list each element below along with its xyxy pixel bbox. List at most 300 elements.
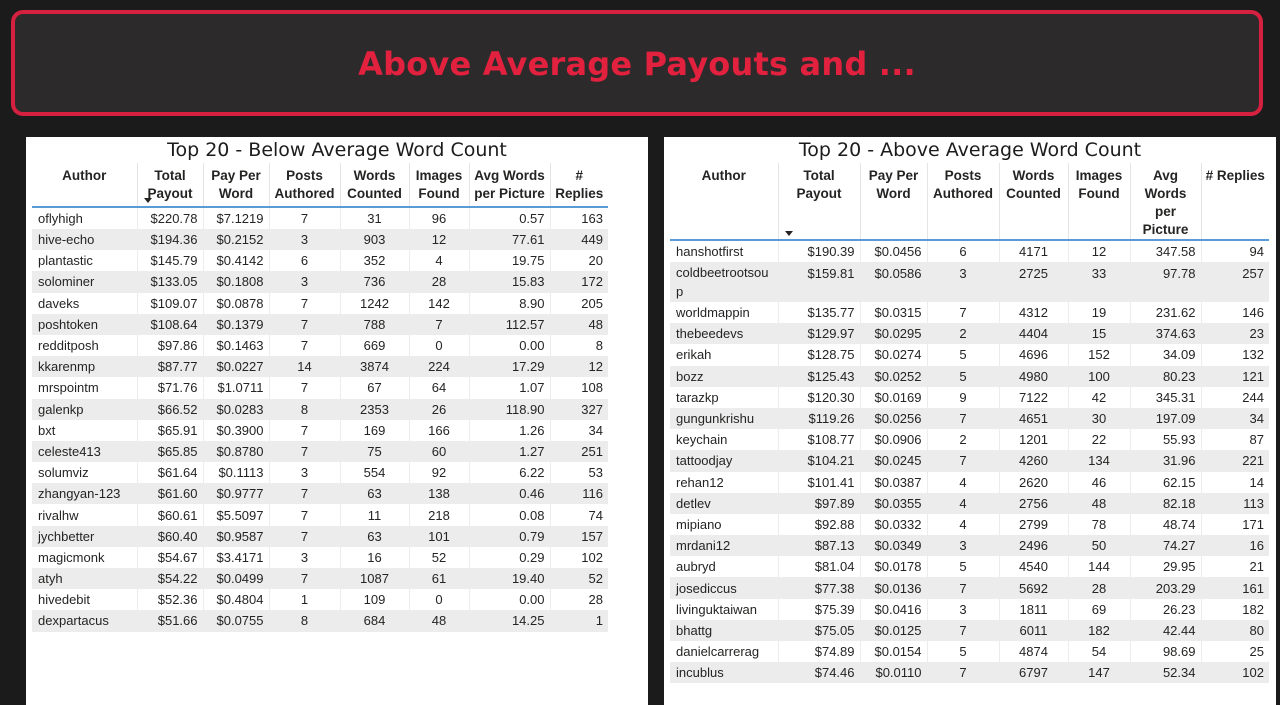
- cell-author: detlev: [670, 493, 778, 514]
- cell-pay-per-word: $0.9587: [203, 526, 269, 547]
- cell-avg-words-per-picture: 112.57: [469, 314, 550, 335]
- cell-posts-authored: 8: [269, 399, 340, 420]
- cell-total-payout: $97.86: [137, 335, 203, 356]
- cell-posts-authored: 14: [269, 356, 340, 377]
- cell-posts-authored: 7: [927, 662, 999, 683]
- table-row[interactable]: [670, 387, 1269, 408]
- cell-author: hive-echo: [32, 229, 137, 250]
- cell-pay-per-word: $0.0586: [860, 262, 927, 302]
- cell-replies: 1: [550, 610, 608, 631]
- table-row[interactable]: [32, 420, 608, 441]
- cell-avg-words-per-picture: 98.69: [1130, 641, 1201, 662]
- cell-total-payout: $135.77: [778, 302, 860, 323]
- cell-pay-per-word: $0.8780: [203, 441, 269, 462]
- cell-images-found: 15: [1068, 323, 1130, 344]
- cell-pay-per-word: $0.4804: [203, 589, 269, 610]
- table-row[interactable]: [670, 472, 1269, 493]
- cell-author: atyh: [32, 568, 137, 589]
- cell-images-found: 12: [1068, 240, 1130, 262]
- table-row[interactable]: [32, 356, 608, 377]
- cell-posts-authored: 7: [927, 620, 999, 641]
- cell-images-found: 0: [409, 589, 469, 610]
- cell-avg-words-per-picture: 97.78: [1130, 262, 1201, 302]
- cell-author: tarazkp: [670, 387, 778, 408]
- cell-pay-per-word: $0.0154: [860, 641, 927, 662]
- cell-images-found: 28: [1068, 577, 1130, 598]
- cell-images-found: 147: [1068, 662, 1130, 683]
- cell-pay-per-word: $0.0178: [860, 556, 927, 577]
- cell-images-found: 7: [409, 314, 469, 335]
- cell-author: gungunkrishu: [670, 408, 778, 429]
- cell-total-payout: $101.41: [778, 472, 860, 493]
- cell-pay-per-word: $0.0906: [860, 429, 927, 450]
- table-row[interactable]: [32, 207, 608, 229]
- cell-words-counted: 4171: [999, 240, 1068, 262]
- column-header-avg-words-per-picture[interactable]: [1130, 163, 1201, 240]
- cell-replies: 8: [595, 338, 603, 354]
- cell-replies: 121: [1201, 366, 1269, 387]
- cell-words-counted: 2496: [999, 535, 1068, 556]
- cell-posts-authored: 2: [927, 429, 999, 450]
- column-header-label: # Replies: [1205, 168, 1265, 183]
- cell-pay-per-word: $0.0227: [203, 356, 269, 377]
- cell-posts-authored: 8: [269, 610, 340, 631]
- cell-author: rehan12: [670, 472, 778, 493]
- cell-pay-per-word: $0.0416: [860, 599, 927, 620]
- column-header-label: Total Payout: [147, 168, 193, 201]
- cell-words-counted: 736: [340, 271, 409, 292]
- cell-author: solominer: [32, 271, 137, 292]
- cell-total-payout: $74.89: [778, 641, 860, 662]
- cell-avg-words-per-picture: 0.29: [469, 547, 550, 568]
- table-row[interactable]: [670, 408, 1269, 429]
- cell-replies: 74: [588, 507, 603, 523]
- column-header-label: Posts Authored: [933, 168, 993, 201]
- cell-pay-per-word: $0.0125: [860, 620, 927, 641]
- cell-words-counted: 67: [340, 377, 409, 398]
- cell-pay-per-word: $0.0169: [860, 387, 927, 408]
- below-average-table: [32, 163, 608, 632]
- table-row[interactable]: [670, 366, 1269, 387]
- cell-total-payout: $81.04: [778, 556, 860, 577]
- cell-author: redditposh: [32, 335, 137, 356]
- cell-pay-per-word: $0.0283: [203, 399, 269, 420]
- cell-total-payout: $51.66: [137, 610, 203, 631]
- cell-posts-authored: 3: [269, 462, 340, 483]
- column-header-avg-words-per-picture[interactable]: [469, 163, 550, 207]
- cell-avg-words-per-picture: 0.00: [469, 335, 550, 356]
- table-row[interactable]: [32, 271, 608, 292]
- cell-replies: 257: [1201, 262, 1269, 302]
- cell-author: zhangyan-123: [32, 483, 137, 504]
- cell-total-payout: $97.89: [778, 493, 860, 514]
- table-row[interactable]: [32, 335, 608, 356]
- cell-images-found: 134: [1068, 450, 1130, 471]
- cell-avg-words-per-picture: 0.00: [469, 589, 550, 610]
- cell-total-payout: $128.75: [778, 344, 860, 365]
- cell-images-found: 100: [1068, 366, 1130, 387]
- cell-avg-words-per-picture: 118.90: [469, 399, 550, 420]
- table-row[interactable]: [670, 641, 1269, 662]
- cell-posts-authored: 1: [269, 589, 340, 610]
- cell-replies: 12: [550, 356, 608, 377]
- cell-replies: 14: [1249, 474, 1264, 490]
- column-header-label: Images Found: [415, 168, 463, 201]
- table-row[interactable]: [32, 377, 608, 398]
- cell-pay-per-word: $0.1379: [203, 314, 269, 335]
- column-header-label: Words Counted: [1006, 168, 1061, 201]
- cell-posts-authored: 7: [927, 302, 999, 323]
- table-row[interactable]: [32, 399, 608, 420]
- column-header-label: Images Found: [1075, 168, 1123, 201]
- cell-pay-per-word: $7.1219: [203, 207, 269, 229]
- cell-words-counted: 2353: [340, 399, 409, 420]
- cell-total-payout: $87.13: [778, 535, 860, 556]
- cell-posts-authored: 3: [927, 535, 999, 556]
- cell-images-found: 26: [409, 399, 469, 420]
- cell-replies: 23: [1201, 323, 1269, 344]
- cell-replies: 182: [1242, 601, 1264, 617]
- cell-replies: 221: [1201, 450, 1269, 471]
- cell-author: solumviz: [32, 462, 137, 483]
- cell-pay-per-word: $0.1463: [203, 335, 269, 356]
- cell-posts-authored: 5: [927, 366, 999, 387]
- cell-replies: 28: [588, 592, 603, 608]
- table-row[interactable]: [32, 250, 608, 271]
- cell-author: jychbetter: [32, 526, 137, 547]
- cell-posts-authored: 6: [269, 250, 340, 271]
- cell-total-payout: $75.05: [778, 620, 860, 641]
- cell-images-found: 142: [409, 293, 469, 314]
- cell-words-counted: 669: [340, 335, 409, 356]
- cell-images-found: 19: [1068, 302, 1130, 323]
- cell-avg-words-per-picture: 374.63: [1130, 323, 1201, 344]
- cell-total-payout: $77.38: [778, 577, 860, 598]
- cell-avg-words-per-picture: 62.15: [1130, 472, 1201, 493]
- cell-images-found: 166: [409, 420, 469, 441]
- cell-author: mrdani12: [670, 535, 778, 556]
- cell-images-found: 0: [409, 335, 469, 356]
- table-header-row: [32, 163, 608, 207]
- table-row[interactable]: [32, 462, 608, 483]
- cell-author: tattoodjay: [670, 450, 778, 471]
- table-row[interactable]: [32, 229, 608, 250]
- table-row[interactable]: [670, 556, 1269, 577]
- cell-posts-authored: 2: [927, 323, 999, 344]
- cell-total-payout: $61.60: [137, 483, 203, 504]
- cell-avg-words-per-picture: 0.79: [469, 526, 550, 547]
- sort-descending-icon[interactable]: [785, 231, 793, 236]
- table-row[interactable]: [670, 577, 1269, 598]
- cell-pay-per-word: $0.0110: [860, 662, 927, 683]
- cell-replies: 244: [1242, 389, 1264, 405]
- cell-avg-words-per-picture: 6.22: [469, 462, 550, 483]
- column-header-author[interactable]: [32, 163, 137, 207]
- table-row[interactable]: [32, 568, 608, 589]
- cell-author: thebeedevs: [670, 323, 778, 344]
- table-row[interactable]: [670, 620, 1269, 641]
- cell-words-counted: 1087: [340, 568, 409, 589]
- cell-avg-words-per-picture: 14.25: [469, 610, 550, 631]
- table-row[interactable]: [670, 240, 1269, 262]
- cell-replies: 20: [588, 253, 603, 269]
- cell-author: dexpartacus: [32, 610, 137, 631]
- cell-total-payout: $54.67: [137, 547, 203, 568]
- table-row[interactable]: [670, 514, 1269, 535]
- column-header-images-found[interactable]: [409, 163, 469, 207]
- table-row[interactable]: [32, 293, 608, 314]
- cell-pay-per-word: $0.0355: [860, 493, 927, 514]
- cell-author: hanshotfirst: [670, 240, 778, 262]
- cell-words-counted: 75: [340, 441, 409, 462]
- cell-author: mipiano: [670, 514, 778, 535]
- cell-images-found: 152: [1068, 344, 1130, 365]
- cell-posts-authored: 7: [269, 441, 340, 462]
- cell-replies: 449: [550, 229, 608, 250]
- cell-posts-authored: 7: [269, 526, 340, 547]
- cell-posts-authored: 6: [927, 240, 999, 262]
- cell-posts-authored: 7: [927, 408, 999, 429]
- cell-author: josediccus: [670, 577, 778, 598]
- cell-words-counted: 1811: [999, 599, 1068, 620]
- cell-posts-authored: 4: [927, 472, 999, 493]
- cell-posts-authored: 7: [269, 207, 340, 229]
- cell-posts-authored: 3: [927, 262, 999, 302]
- cell-author: worldmappin: [670, 302, 778, 323]
- cell-avg-words-per-picture: 231.62: [1130, 302, 1201, 323]
- cell-author: bhattg: [670, 620, 778, 641]
- cell-pay-per-word: $0.0332: [860, 514, 927, 535]
- column-header-replies[interactable]: [1201, 163, 1269, 240]
- cell-pay-per-word: $0.2152: [203, 229, 269, 250]
- cell-avg-words-per-picture: 19.75: [469, 250, 550, 271]
- cell-avg-words-per-picture: 55.93: [1130, 429, 1201, 450]
- cell-author: celeste413: [32, 441, 137, 462]
- cell-avg-words-per-picture: 26.23: [1130, 599, 1201, 620]
- cell-images-found: 48: [1068, 493, 1130, 514]
- cell-words-counted: 169: [340, 420, 409, 441]
- cell-posts-authored: 3: [269, 229, 340, 250]
- cell-words-counted: 63: [340, 483, 409, 504]
- column-header-images-found[interactable]: [1068, 163, 1130, 240]
- cell-images-found: 50: [1068, 535, 1130, 556]
- cell-avg-words-per-picture: 347.58: [1130, 240, 1201, 262]
- table-row[interactable]: [32, 504, 608, 525]
- table-row[interactable]: [670, 493, 1269, 514]
- cell-replies: 327: [550, 399, 608, 420]
- cell-posts-authored: 7: [927, 450, 999, 471]
- cell-total-payout: $145.79: [137, 250, 203, 271]
- cell-author: danielcarrerag: [670, 641, 778, 662]
- cell-words-counted: 4312: [999, 302, 1068, 323]
- cell-posts-authored: 7: [269, 335, 340, 356]
- banner-title: Above Average Payouts and ...: [358, 45, 916, 83]
- cell-posts-authored: 5: [927, 641, 999, 662]
- cell-pay-per-word: $0.0878: [203, 293, 269, 314]
- column-header-author[interactable]: [670, 163, 778, 240]
- cell-author: plantastic: [32, 250, 137, 271]
- cell-images-found: 22: [1068, 429, 1130, 450]
- cell-author: kkarenmp: [32, 356, 137, 377]
- column-header-label: Pay Per Word: [868, 168, 919, 201]
- cell-author: livinguktaiwan: [670, 599, 778, 620]
- table-row[interactable]: [32, 547, 608, 568]
- cell-total-payout: $92.88: [778, 514, 860, 535]
- cell-replies: 172: [550, 271, 608, 292]
- cell-posts-authored: 7: [269, 568, 340, 589]
- cell-posts-authored: 4: [927, 493, 999, 514]
- cell-author: oflyhigh: [32, 207, 137, 229]
- cell-posts-authored: 7: [269, 377, 340, 398]
- cell-total-payout: $159.81: [778, 262, 860, 302]
- cell-avg-words-per-picture: 197.09: [1130, 408, 1201, 429]
- table-header-row: [670, 163, 1269, 240]
- column-header-replies[interactable]: [550, 163, 608, 207]
- column-header-words-counted[interactable]: [340, 163, 409, 207]
- cell-images-found: 52: [409, 547, 469, 568]
- cell-avg-words-per-picture: 0.57: [469, 207, 550, 229]
- panel-title: Top 20 - Above Average Word Count: [798, 139, 1142, 161]
- cell-images-found: 30: [1068, 408, 1130, 429]
- column-header-posts-authored[interactable]: [269, 163, 340, 207]
- cell-total-payout: $87.77: [137, 356, 203, 377]
- table-row[interactable]: [32, 314, 608, 335]
- cell-images-found: 61: [409, 568, 469, 589]
- column-header-label: Author: [62, 168, 107, 183]
- sort-descending-icon[interactable]: [144, 198, 152, 203]
- cell-images-found: 78: [1068, 514, 1130, 535]
- cell-posts-authored: 4: [927, 514, 999, 535]
- cell-total-payout: $194.36: [137, 229, 203, 250]
- above-average-word-count-panel: [664, 137, 1276, 705]
- cell-total-payout: $60.40: [137, 526, 203, 547]
- column-header-pay-per-word[interactable]: [203, 163, 269, 207]
- cell-replies: 34: [588, 422, 603, 438]
- cell-images-found: 92: [409, 462, 469, 483]
- cell-words-counted: 903: [340, 229, 409, 250]
- table-row[interactable]: [670, 344, 1269, 365]
- column-header-posts-authored[interactable]: [927, 163, 999, 240]
- cell-total-payout: $54.22: [137, 568, 203, 589]
- cell-avg-words-per-picture: 74.27: [1130, 535, 1201, 556]
- cell-author: galenkp: [32, 399, 137, 420]
- cell-words-counted: 2620: [999, 472, 1068, 493]
- cell-posts-authored: 5: [927, 344, 999, 365]
- table-row[interactable]: [670, 302, 1269, 323]
- cell-total-payout: $125.43: [778, 366, 860, 387]
- cell-images-found: 48: [409, 610, 469, 631]
- cell-author: aubryd: [670, 556, 778, 577]
- cell-total-payout: $61.64: [137, 462, 203, 483]
- cell-words-counted: 3874: [340, 356, 409, 377]
- cell-replies: 94: [1249, 244, 1264, 259]
- cell-words-counted: 4696: [999, 344, 1068, 365]
- table-row[interactable]: [32, 483, 608, 504]
- cell-avg-words-per-picture: 345.31: [1130, 387, 1201, 408]
- table-row[interactable]: [670, 429, 1269, 450]
- cell-replies: 16: [1201, 535, 1269, 556]
- cell-avg-words-per-picture: 31.96: [1130, 450, 1201, 471]
- column-header-pay-per-word[interactable]: [860, 163, 927, 240]
- cell-pay-per-word: $3.4171: [203, 547, 269, 568]
- cell-pay-per-word: $0.0136: [860, 577, 927, 598]
- column-header-label: Words Counted: [347, 168, 402, 201]
- table-row[interactable]: [670, 450, 1269, 471]
- cell-author: coldbeetrootsoup: [670, 262, 778, 302]
- cell-posts-authored: 7: [269, 420, 340, 441]
- cell-images-found: 101: [409, 526, 469, 547]
- table-row[interactable]: [32, 526, 608, 547]
- cell-author: bxt: [32, 420, 137, 441]
- cell-total-payout: $71.76: [137, 377, 203, 398]
- table-row[interactable]: [670, 535, 1269, 556]
- cell-total-payout: $109.07: [137, 293, 203, 314]
- cell-replies: 251: [550, 441, 608, 462]
- cell-pay-per-word: $0.0252: [860, 366, 927, 387]
- cell-avg-words-per-picture: 1.26: [469, 420, 550, 441]
- cell-posts-authored: 7: [269, 483, 340, 504]
- cell-avg-words-per-picture: 48.74: [1130, 514, 1201, 535]
- cell-total-payout: $65.85: [137, 441, 203, 462]
- cell-avg-words-per-picture: 15.83: [469, 271, 550, 292]
- cell-words-counted: 684: [340, 610, 409, 631]
- cell-total-payout: $60.61: [137, 504, 203, 525]
- column-header-total-payout[interactable]: [778, 163, 860, 240]
- table-row[interactable]: [32, 610, 608, 631]
- cell-words-counted: 2756: [999, 493, 1068, 514]
- cell-images-found: 182: [1068, 620, 1130, 641]
- cell-author: erikah: [670, 344, 778, 365]
- cell-avg-words-per-picture: 82.18: [1130, 493, 1201, 514]
- cell-images-found: 28: [409, 271, 469, 292]
- table-row[interactable]: [670, 323, 1269, 344]
- column-header-label: Posts Authored: [274, 168, 335, 201]
- cell-images-found: 144: [1068, 556, 1130, 577]
- cell-total-payout: $65.91: [137, 420, 203, 441]
- cell-posts-authored: 3: [927, 599, 999, 620]
- cell-author: keychain: [670, 429, 778, 450]
- cell-images-found: 224: [409, 356, 469, 377]
- panel-title: Top 20 - Below Average Word Count: [167, 139, 507, 161]
- cell-author: rivalhw: [32, 504, 137, 525]
- cell-pay-per-word: $0.0755: [203, 610, 269, 631]
- cell-images-found: 42: [1068, 387, 1130, 408]
- table-row[interactable]: [670, 662, 1269, 683]
- cell-pay-per-word: $0.0256: [860, 408, 927, 429]
- table-row[interactable]: [32, 441, 608, 462]
- column-header-label: # Replies: [555, 168, 604, 201]
- cell-avg-words-per-picture: 1.27: [469, 441, 550, 462]
- cell-images-found: 64: [409, 377, 469, 398]
- cell-images-found: 96: [409, 207, 469, 229]
- column-header-words-counted[interactable]: [999, 163, 1068, 240]
- column-header-total-payout[interactable]: [137, 163, 203, 207]
- table-row[interactable]: [670, 262, 1269, 302]
- cell-replies: 205: [581, 295, 603, 311]
- cell-replies: 52: [550, 568, 608, 589]
- cell-avg-words-per-picture: 52.34: [1130, 662, 1201, 683]
- cell-posts-authored: 7: [269, 314, 340, 335]
- table-row[interactable]: [32, 589, 608, 610]
- cell-words-counted: 1242: [340, 293, 409, 314]
- cell-replies: 108: [581, 380, 603, 396]
- cell-replies: 25: [1249, 644, 1264, 660]
- cell-replies: 48: [550, 314, 608, 335]
- cell-replies: 116: [550, 483, 608, 504]
- cell-pay-per-word: $1.0711: [203, 377, 269, 398]
- cell-replies: 87: [1249, 432, 1264, 448]
- table-row[interactable]: [670, 599, 1269, 620]
